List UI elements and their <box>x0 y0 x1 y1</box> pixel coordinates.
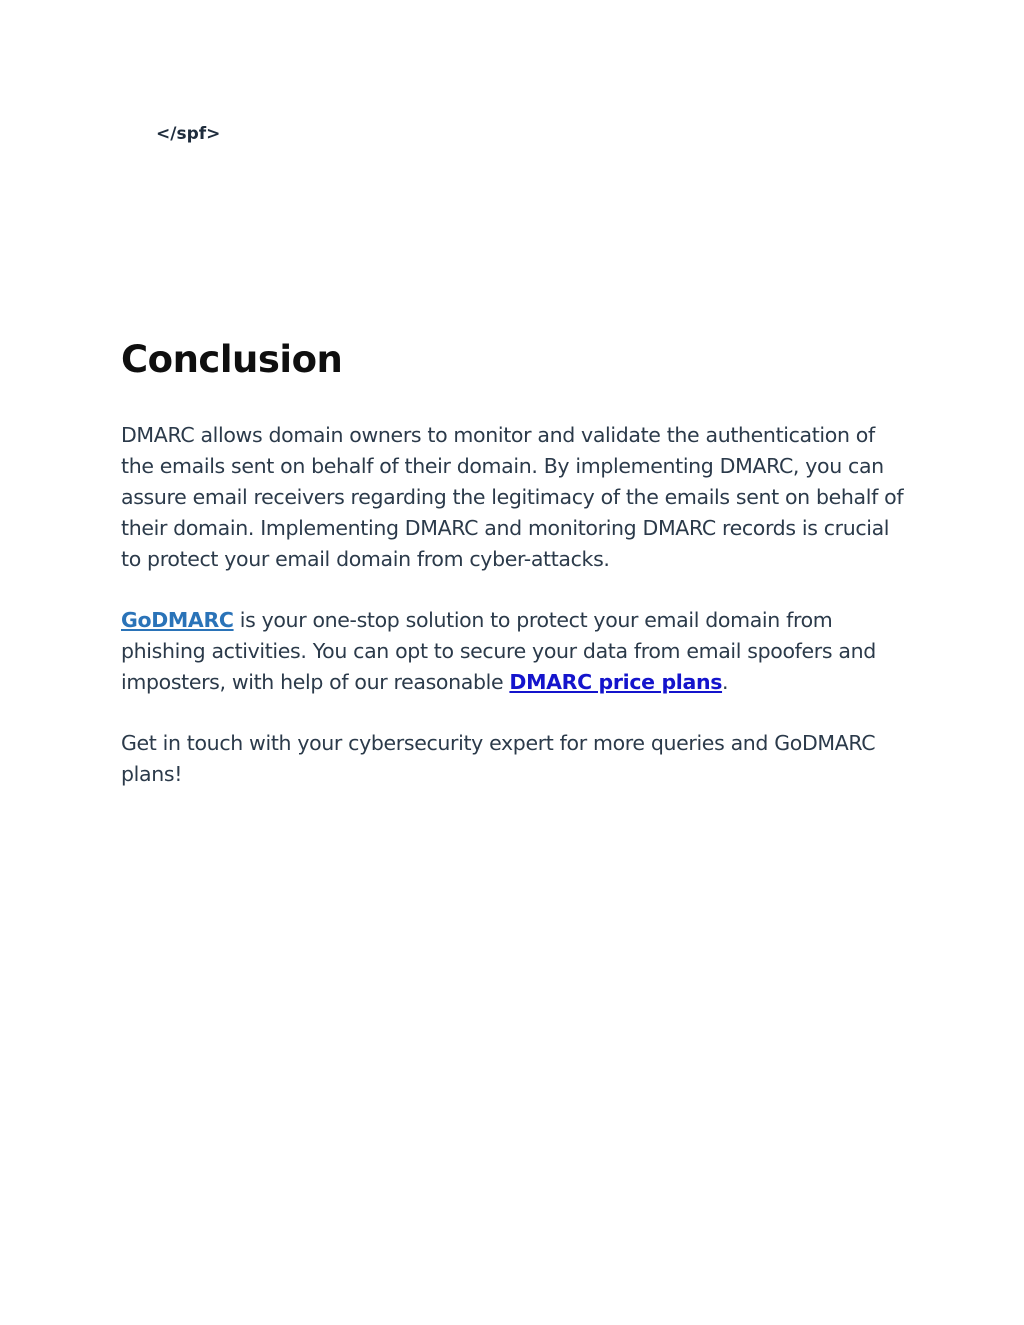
paragraph-godmarc-text: is your one-stop solution to protect your email domain from phishing activities. You can opt to secure your data from email spoofers and imposters, with help of our reasonable <box>121 608 876 694</box>
conclusion-section <box>121 330 911 820</box>
conclusion-heading: Conclusion <box>121 338 343 381</box>
paragraph-period: . <box>722 670 729 694</box>
spf-closing-tag: </spf> <box>156 124 221 144</box>
dmarc-price-plans-link[interactable]: DMARC price plans <box>509 670 723 694</box>
paragraph-contact: Get in touch with your cybersecurity expert for more queries and GoDMARC plans! <box>121 731 876 786</box>
godmarc-link[interactable]: GoDMARC <box>121 608 234 632</box>
paragraph-dmarc-overview: DMARC allows domain owners to monitor and validate the authentication of the emails sent on behalf of their domain. By implementing DMARC, you can assure email receivers regarding the legitimacy of the emails sent on behalf of their domain. Implementing DMARC and monitoring DMARC records is crucial to protect your email domain from cyber-attacks. <box>121 423 904 571</box>
paragraph-godmarc-solution <box>121 605 911 698</box>
